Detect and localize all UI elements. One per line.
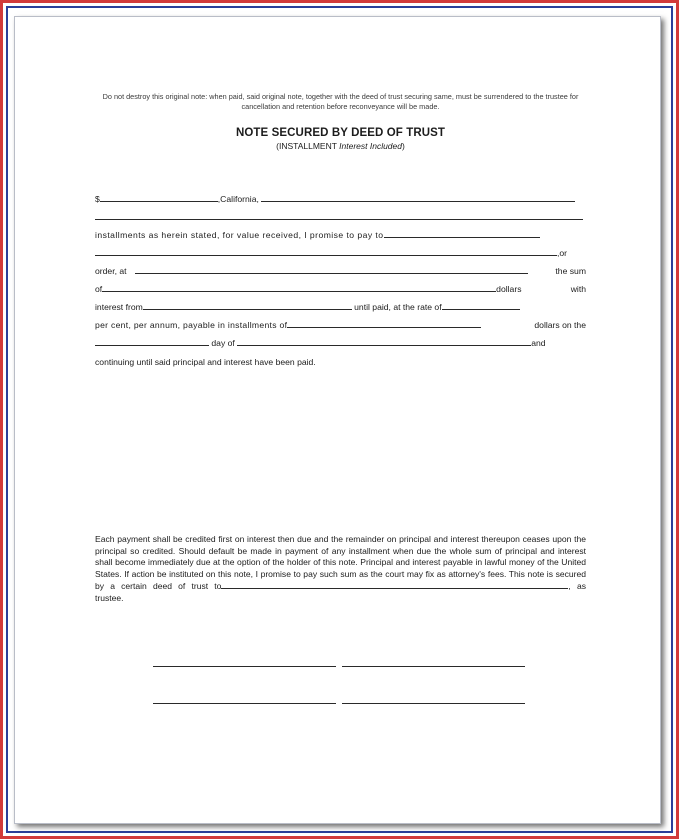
amount-field[interactable] [100,193,218,202]
california-label: ,California, [217,194,259,204]
place-field[interactable] [135,265,528,274]
signature-line-4[interactable] [342,703,525,705]
rate-field[interactable] [442,301,520,310]
month-year-field[interactable] [237,337,531,346]
form-line-pay-to [95,229,586,241]
interest-date-field[interactable] [143,301,352,310]
dollar-sign: $ [95,194,100,204]
form-line-blank-1 [95,211,586,223]
order-at-label: order, at [95,266,127,276]
subtitle-open: (INSTALLMENT [276,141,340,151]
of-label: of [95,284,103,294]
terms-text: Each payment shall be credited first on interest then due and the remainder on principal and interest thereupon ceases upon the principal so credited. Should default be made in payment of any installment when due the whole sum of principal and interest shall become immediately due at the option of the holder of this note. Principal and interest payable in lawful money of the United States. If action be instituted on this note, I promise to pay such sum as the court may fix as attorney's fees. This note is secured by a certain deed of trust to [95,534,586,592]
form-line-order-at [95,265,586,277]
signature-line-1[interactable] [153,666,336,668]
retention-notice: Do not destroy this original note: when paid, said original note, together with the deed of trust securing same, must be surrendered to the trustee for cancellation and retention before reconveyance will be made. [102,92,579,111]
terms-end: , as trustee. [95,581,587,603]
signature-line-3[interactable] [153,703,336,705]
document-title: NOTE SECURED BY DEED OF TRUST [235,127,446,139]
trustee-field[interactable] [221,580,568,589]
continuing-label: continuing until said principal and interest have been paid. [95,357,316,367]
sum-words-field[interactable] [102,283,496,292]
form-line-continuing [95,356,586,368]
form-line-or [95,247,586,259]
per-cent-label: per cent, per annum, payable in installments of [95,320,288,330]
payee-field[interactable] [384,229,540,238]
subtitle-close: ) [402,141,405,151]
form-line-day-of [95,337,586,349]
day-field[interactable] [95,337,209,346]
blank-field-1[interactable] [95,211,583,220]
document-page [14,16,661,824]
installments-label: installments as herein stated, for value received, I promise to pay to [95,230,384,240]
document-body [95,92,587,603]
payee-field-2[interactable] [95,247,557,256]
form-line-interest-from [95,301,586,313]
date-field[interactable] [261,193,575,202]
subtitle-italic: Interest Included [339,141,402,151]
terms-paragraph [95,534,586,605]
the-sum-label: the sum [555,266,586,276]
dollars-label: dollars [496,284,522,294]
form-line-per-cent [95,319,586,331]
document-subtitle [95,141,586,151]
installment-amount-field[interactable] [287,319,481,328]
dollars-on-the-label: dollars on the [534,320,586,330]
form-line-amount-city [95,193,586,205]
day-of-label: day of [211,338,235,348]
or-label: ,or [557,248,568,258]
with-label: with [570,284,586,294]
until-paid-label: until paid, at the rate of [354,302,442,312]
form-line-of-dollars [95,283,586,295]
interest-from-label: interest from [95,302,143,312]
and-label: and [531,338,546,348]
signature-line-2[interactable] [342,666,525,668]
